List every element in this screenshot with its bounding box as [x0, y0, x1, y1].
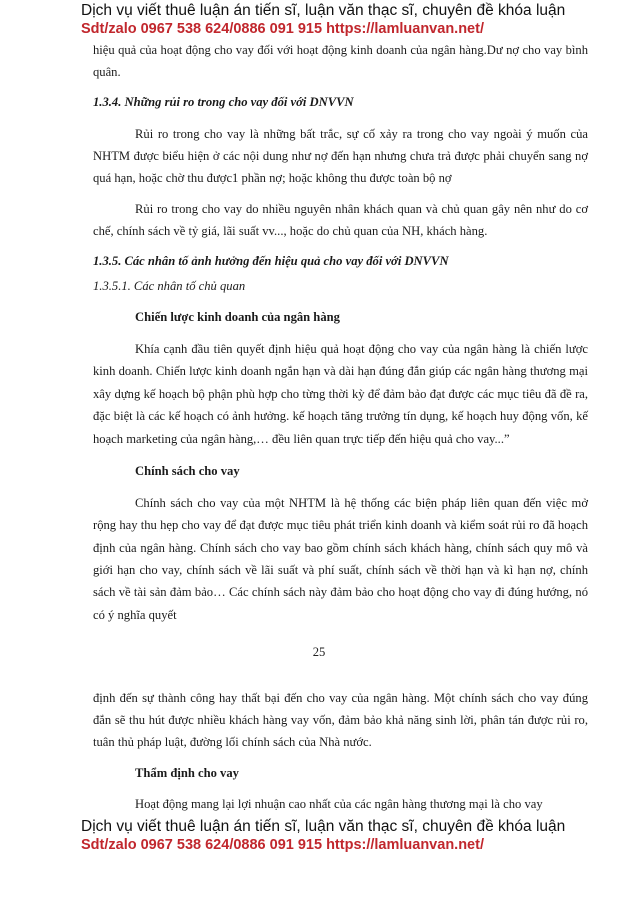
page-25-body: [93, 40, 588, 626]
heading-1-3-5-1: 1.3.5.1. Các nhân tố chủ quan: [93, 279, 246, 293]
bottom-banner: [81, 818, 565, 854]
subheading-lending-policy: Chính sách cho vay: [135, 464, 240, 479]
heading-1-3-5: 1.3.5. Các nhân tố ảnh hưởng đến hiệu quả cho vay đối với DNVVN: [93, 254, 449, 268]
paragraph-policy-continuation: định đến sự thành công hay thất bại đến cho vay của ngân hàng. Một chính sách cho vay đúng đắn sẽ thu hút được nhiều khách hàng vay vốn, đảm bảo khả năng sinh lời, phân tán được rủi ro, tuân thủ pháp luật, đường lối chính sách của Nhà nước.: [93, 691, 588, 749]
banner-service-text: Dịch vụ viết thuê luận án tiến sĩ, luận văn thạc sĩ, chuyên đề khóa luận: [81, 818, 566, 835]
subheading-business-strategy: Chiến lược kinh doanh của ngân hàng: [135, 310, 340, 324]
banner-contact-text: Sdt/zalo 0967 538 624/0886 091 915 https://lamluanvan.net/: [81, 21, 484, 37]
subheading-loan-appraisal: Thẩm định cho vay: [135, 766, 239, 780]
paragraph-risk-definition: Rủi ro trong cho vay là những bất trắc, sự cố xảy ra trong cho vay ngoài ý muốn của NHTM được biểu hiện ở các nội dung như nợ đến hạn nhưng chưa trả được phải chuyển sang nợ quá hạn, hoặc chờ thu được1 phần nợ; hoặc không thu được toàn bộ nợ: [93, 127, 588, 185]
heading-1-3-4: 1.3.4. Những rủi ro trong cho vay đối với DNVVN: [93, 95, 354, 109]
paragraph-lending-policy: Chính sách cho vay của một NHTM là hệ thống các biện pháp liên quan đến việc mở rộng hay thu hẹp cho vay để đạt được mục tiêu phát triển kinh doanh và kiểm soát rủi ro đã hoạch định của ngân hàng. Chính sách cho vay bao gồm chính sách khách hàng, chính sách quy mô và giới hạn cho vay, chính sách về lãi suất và phí suất, chính sách về thời hạn và kì hạn nợ, chính sách về tài sản đảm bảo… Các chính sách này đảm bảo cho hoạt động cho vay đi đúng hướng, nó có ý nghĩa quyết: [93, 496, 588, 622]
banner-service-text: Dịch vụ viết thuê luận án tiến sĩ, luận văn thạc sĩ, chuyên đề khóa luận: [81, 2, 566, 19]
paragraph-business-strategy: Khía cạnh đầu tiên quyết định hiệu quả hoạt động cho vay của ngân hàng là chiến lược kinh doanh. Chiến lược kinh doanh ngắn hạn và dài hạn đúng đắn giúp các ngân hàng thương mại xây dựng kế hoạch bộ phận phù hợp cho từng thời kỳ để đảm bảo đạt được các mục tiêu đã đề ra, đặc biệt là các kế hoạch có ảnh hưởng. kế hoạch tăng trưởng tín dụng, kế hoạch huy động vốn, kế hoạch marketing của ngân hàng,… đều liên quan trực tiếp đến hiệu quả cho vay...”: [93, 342, 588, 446]
paragraph-loan-appraisal: Hoạt động mang lại lợi nhuận cao nhất của các ngân hàng thương mại là cho vay: [135, 797, 543, 811]
page-26-body: [93, 687, 588, 816]
page-number: 25: [312, 645, 326, 659]
paragraph-risk-causes: Rủi ro trong cho vay do nhiều nguyên nhân khách quan và chủ quan gây nên như do cơ chế, chính sách về tỷ giá, lãi suất vv..., hoặc do chủ quan của NH, khách hàng.: [93, 202, 588, 238]
top-banner: [81, 2, 565, 38]
paragraph-continuation: hiệu quả của hoạt động cho vay đối với hoạt động kinh doanh của ngân hàng.Dư nợ cho vay bình quân.: [93, 43, 588, 79]
banner-contact-text: Sdt/zalo 0967 538 624/0886 091 915 https://lamluanvan.net/: [81, 837, 484, 853]
